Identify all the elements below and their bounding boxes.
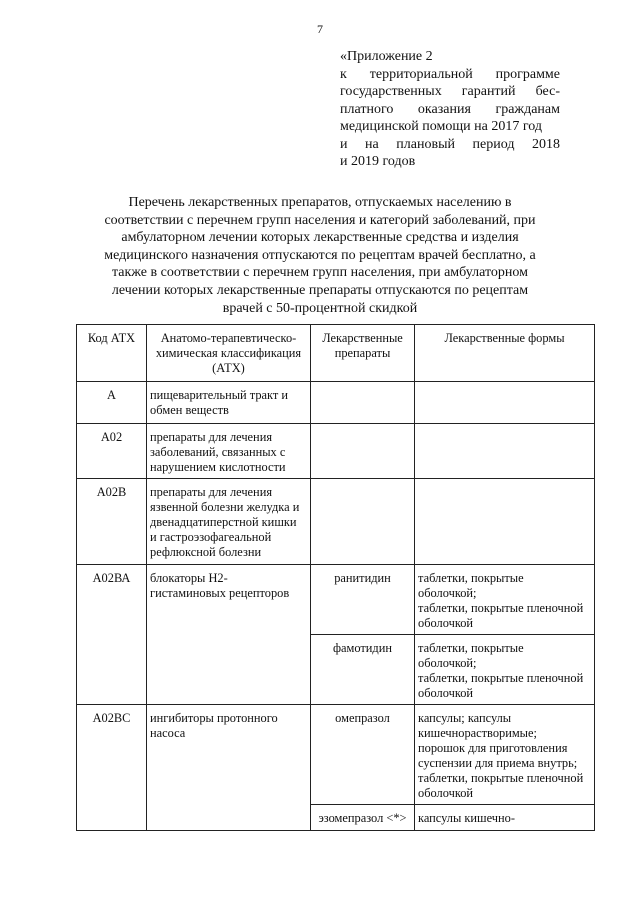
classification-line: пищеварительный тракт и (150, 388, 289, 402)
cell-drug: ранитидин (311, 565, 415, 635)
header-forms: Лекарственные формы (415, 325, 595, 382)
table-row (77, 382, 595, 424)
classification-line: препараты для лечения (150, 485, 273, 499)
classification-line: двенадцатиперстной кишки (150, 515, 297, 529)
forms-line: оболочкой; (418, 586, 477, 600)
cell-classification (147, 382, 311, 424)
classification-line: обмен веществ (150, 403, 229, 417)
title-line: Перечень лекарственных препаратов, отпускаемых населению в (128, 195, 512, 210)
cell-drug (311, 424, 415, 479)
appendix-line: платного оказания гражданам (340, 101, 560, 117)
forms-line: оболочкой (418, 786, 474, 800)
cell-classification (147, 565, 311, 705)
cell-code: А02ВС (77, 705, 147, 831)
cell-drug: омепразол (311, 705, 415, 805)
forms-line: капсулы; капсулы (418, 711, 512, 725)
appendix-line: и на плановый период 2018 (340, 136, 560, 152)
classification-line: препараты для лечения (150, 430, 273, 444)
medications-table (76, 324, 595, 831)
cell-code: А02 (77, 424, 147, 479)
cell-forms (415, 635, 595, 705)
forms-line: кишечнорастворимые; (418, 726, 537, 740)
forms-line: порошок для приготовления (418, 741, 568, 755)
cell-forms (415, 424, 595, 479)
cell-drug: фамотидин (311, 635, 415, 705)
forms-line: оболочкой (418, 616, 474, 630)
header-drugs-line: препараты (334, 346, 391, 360)
forms-line: таблетки, покрытые пленочной (418, 601, 584, 615)
document-title (78, 194, 562, 317)
cell-forms (415, 805, 595, 831)
title-line: также в соответствии с перечнем групп населения, при амбулаторном (112, 265, 528, 281)
title-line: медицинского назначения отпускаются по рецептам врачей бесплатно, а (104, 247, 536, 263)
classification-line: и гастроэзофагеальной (150, 530, 272, 544)
cell-forms (415, 479, 595, 565)
cell-code: А02В (77, 479, 147, 565)
forms-line: таблетки, покрытые (418, 571, 524, 585)
header-code: Код АТХ (77, 325, 147, 382)
title-line: врачей с 50-процентной скидкой (222, 300, 418, 316)
title-line: соответствии с перечнем групп населения и категорий заболеваний, при (104, 212, 536, 228)
table-header-row (77, 325, 595, 382)
header-classification-line: химическая классификация (155, 346, 302, 360)
forms-line: таблетки, покрытые пленочной (418, 671, 584, 685)
appendix-line: медицинской помощи на 2017 год (340, 119, 542, 134)
appendix-line: к территориальной программе (340, 66, 560, 82)
forms-line: суспензии для приема внутрь; (418, 756, 578, 770)
cell-drug: эзомепразол <*> (311, 805, 415, 831)
appendix-header (340, 48, 560, 171)
forms-line: оболочкой (418, 686, 474, 700)
forms-line: таблетки, покрытые пленочной (418, 771, 584, 785)
cell-drug (311, 479, 415, 565)
cell-forms (415, 565, 595, 635)
forms-line: капсулы кишечно- (418, 811, 515, 825)
header-drugs (311, 325, 415, 382)
classification-line: нарушением кислотности (150, 460, 286, 474)
classification-line: насоса (150, 726, 186, 740)
classification-line: язвенной болезни желудка и (150, 500, 300, 514)
page-number: 7 (317, 22, 323, 36)
classification-line: блокаторы Н2- (150, 571, 228, 585)
cell-drug (311, 382, 415, 424)
cell-code: А02ВА (77, 565, 147, 705)
cell-classification (147, 424, 311, 479)
classification-line: рефлюксной болезни (150, 545, 262, 559)
classification-line: заболеваний, связанных с (150, 445, 286, 459)
cell-classification (147, 705, 311, 831)
header-drugs-line: Лекарственные (322, 331, 403, 345)
appendix-line: «Приложение 2 (340, 49, 433, 64)
header-classification-line: Анатомо-терапевтическо- (160, 331, 297, 345)
title-line: амбулаторном лечении которых лекарственные средства и изделия (121, 230, 519, 246)
classification-line: гистаминовых рецепторов (150, 586, 290, 600)
forms-line: таблетки, покрытые (418, 641, 524, 655)
forms-line: оболочкой; (418, 656, 477, 670)
cell-classification (147, 479, 311, 565)
table-row (77, 424, 595, 479)
cell-forms (415, 382, 595, 424)
table-row (77, 705, 595, 805)
title-line: лечении которых лекарственные препараты отпускаются по рецептам (111, 282, 529, 298)
cell-forms (415, 705, 595, 805)
appendix-line: и 2019 годов (340, 154, 416, 169)
header-classification-line: (АТХ) (212, 361, 245, 375)
cell-code: А (77, 382, 147, 424)
header-classification (147, 325, 311, 382)
classification-line: ингибиторы протонного (150, 711, 278, 725)
table-row (77, 479, 595, 565)
appendix-line: государственных гарантий бес- (340, 84, 560, 99)
table-row (77, 565, 595, 635)
